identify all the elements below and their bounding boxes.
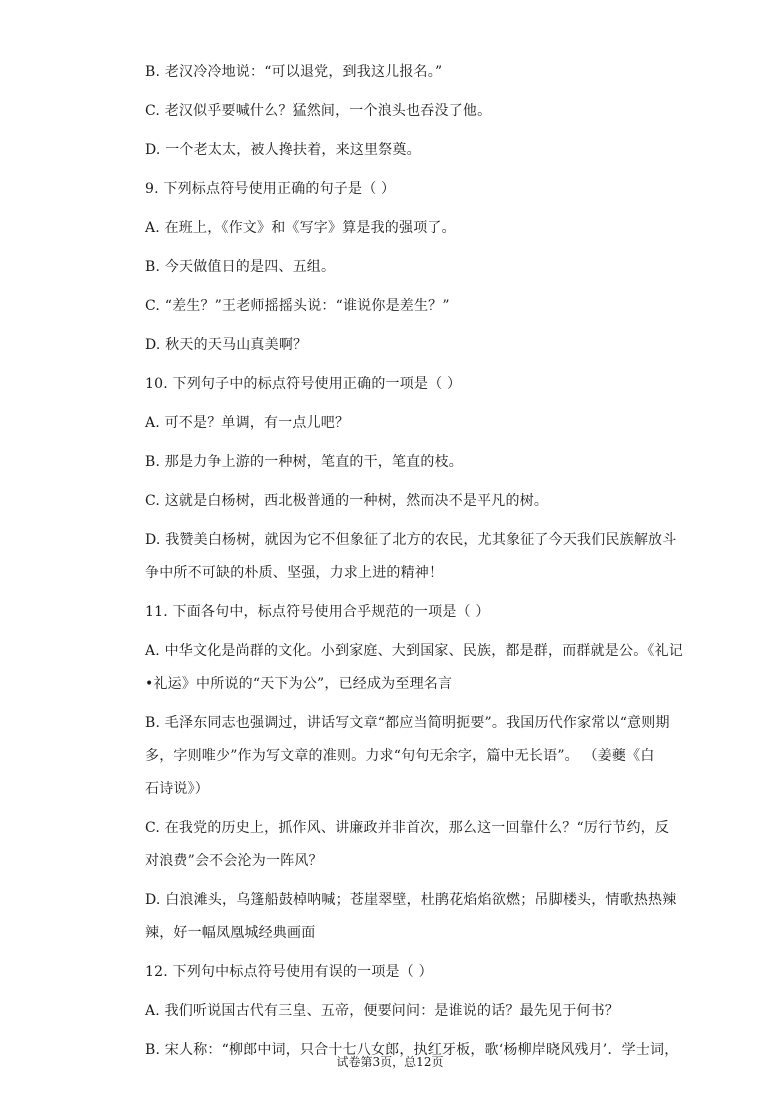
q9-option-b: B. 今天做值日的是四、五组。 bbox=[145, 259, 336, 275]
q9-option-a: A. 在班上，《作文》和《写字》算是我的强项了。 bbox=[145, 220, 456, 236]
page-footer: 试卷第3页，总12页 bbox=[336, 1055, 444, 1069]
q11-option-b-cont2: 石诗说》） bbox=[145, 781, 209, 797]
q12-stem: 12. 下列句中标点符号使用有误的一项是（ ） bbox=[145, 964, 433, 980]
q12-option-b: B. 宋人称：“柳郎中词，只合十七八女郎，执红牙板，歌‘杨柳岸晓风残月’．学士词， bbox=[145, 1042, 679, 1058]
q11-option-a: A. 中华文化是尚群的文化。小到家庭、大到国家、民族，都是群，而群就是公。《礼记 bbox=[145, 643, 684, 659]
q11-option-b: B. 毛泽东同志也强调过，讲话写文章“都应当简明扼要”。我国历代作家常以“意则期 bbox=[145, 715, 670, 731]
exam-content bbox=[145, 62, 684, 1060]
q9-stem: 9. 下列标点符号使用正确的句子是（ ） bbox=[145, 181, 396, 197]
q10-option-d: D. 我赞美白杨树，就因为它不但象征了北方的农民，尤其象征了今天我们民族解放斗 bbox=[145, 532, 677, 548]
q10-option-c: C. 这就是白杨树，西北极普通的一种树，然而决不是平凡的树。 bbox=[145, 493, 549, 509]
q11-option-a-cont: •礼运》中所说的“天下为公”，已经成为至理名言 bbox=[145, 676, 453, 692]
q9-option-c: C. “差生？”王老师摇摇头说：“谁说你是差生？” bbox=[145, 298, 450, 314]
q11-option-d-cont: 辣，好一幅凤凰城经典画面 bbox=[145, 925, 316, 941]
q8-option-b: B. 老汉冷冷地说：“可以退党，到我这儿报名。” bbox=[145, 64, 443, 80]
q11-option-c-cont: 对浪费”会不会沦为一阵风？ bbox=[145, 853, 323, 869]
q8-option-c: C. 老汉似乎要喊什么？猛然间，一个浪头也吞没了他。 bbox=[145, 103, 492, 119]
q8-option-d: D. 一个老太太，被人搀扶着，来这里祭奠。 bbox=[145, 142, 421, 158]
q10-option-a: A. 可不是？单调，有一点儿吧？ bbox=[145, 415, 350, 431]
q11-option-d: D. 白浪滩头，乌篷船鼓棹呐喊；苍崖翠壁，杜鹃花焰焰欲燃；吊脚楼头，情歌热热辣 bbox=[145, 892, 677, 908]
q9-option-d: D. 秋天的天马山真美啊？ bbox=[145, 337, 308, 353]
q10-option-b: B. 那是力争上游的一种树，笔直的干，笔直的枝。 bbox=[145, 454, 463, 470]
q11-option-c: C. 在我党的历史上，抓作风、讲廉政并非首次，那么这一回靠什么？“厉行节约，反 bbox=[145, 820, 670, 836]
q10-option-d-cont: 争中所不可缺的朴质、坚强，力求上进的精神！ bbox=[145, 565, 444, 581]
q10-stem: 10. 下列句子中的标点符号使用正确的一项是（ ） bbox=[145, 376, 462, 392]
q12-option-a: A. 我们听说国古代有三皇、五帝，便要问问：是谁说的话？最先见于何书？ bbox=[145, 1003, 620, 1019]
q11-option-b-cont: 多，字则唯少”作为写文章的准则。力求“句句无余字，篇中无长语”。 （姜夔《白 bbox=[145, 748, 655, 764]
q11-stem: 11. 下面各句中，标点符号使用合乎规范的一项是（ ） bbox=[145, 604, 490, 620]
